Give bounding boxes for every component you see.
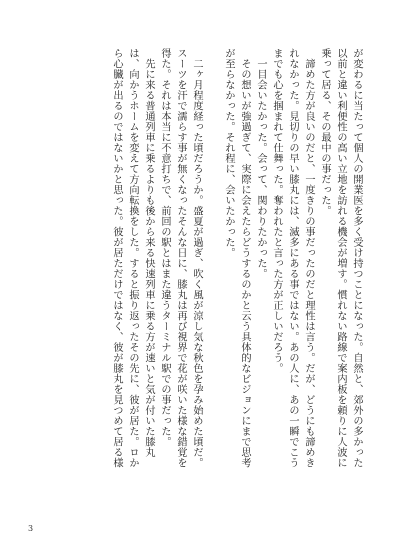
text-line-1: が変わるに当たって個人の開業医を多く受け持つことになった。自然と、郊外の多かった bbox=[351, 48, 362, 468]
text-line-4: 諦めた方が良いのだと、一度きりの事だったのだと理性は言う。だが、どうにも諦めき bbox=[303, 48, 314, 468]
vertical-text-body bbox=[108, 48, 364, 478]
text-line-14: 先に来る普通列車に乗るよりも後から来る快速列車に乗る方が速いと気が付いた膝丸 bbox=[143, 48, 154, 458]
text-line-12: スーツを汗で濡らす事が無くなったそんな日に、膝丸は再び視界で花が咲いた様な錯覚を bbox=[175, 48, 186, 468]
text-line-5: れなかった。見切りの早い膝丸には、滅多にある事ではない。あの人に、あの一瞬でこう bbox=[287, 48, 298, 468]
blank-line bbox=[204, 48, 220, 478]
page-number: 3 bbox=[28, 524, 34, 533]
text-line-2: 以前と違い利便性の高い立地を訪れる機会が増す。慣れない路線で案内板を頼りに人波に bbox=[335, 48, 346, 468]
text-line-16: ら心臓が出るのではないかと思った。彼が居ただけではなく、彼が膝丸を見つめて居る様 bbox=[111, 48, 122, 468]
text-line-9: が至らなかった。それ程に、会いたかった。 bbox=[223, 48, 234, 258]
text-line-7: 一目会いたかった。会って、関わりたかった。 bbox=[255, 48, 266, 279]
text-line-15: は、向かうホームを変えて方向転換をした。すると振り返ったその先に、彼が居た。ロか bbox=[127, 48, 138, 468]
text-line-11: 二ヶ月程度経った頃だろうか。盛夏が過ぎ、吹く風が涼し気な秋色を孕み始めた頃だ。 bbox=[191, 48, 202, 468]
text-line-13: 得た。それは本当に不意打ちで、前回の駅とはまた違うターミナル駅での事だった。 bbox=[159, 48, 170, 447]
text-line-6: までも心を掴まれて仕舞った。奪われたと言った方が正しいだろう。 bbox=[271, 48, 282, 374]
text-line-8: その想いが強過ぎて、実際に会えたらどうするのかと云う具体的なビジョンにまで思考 bbox=[239, 48, 250, 468]
text-line-3: 乗って居る、その最中の事だった。 bbox=[319, 48, 330, 216]
